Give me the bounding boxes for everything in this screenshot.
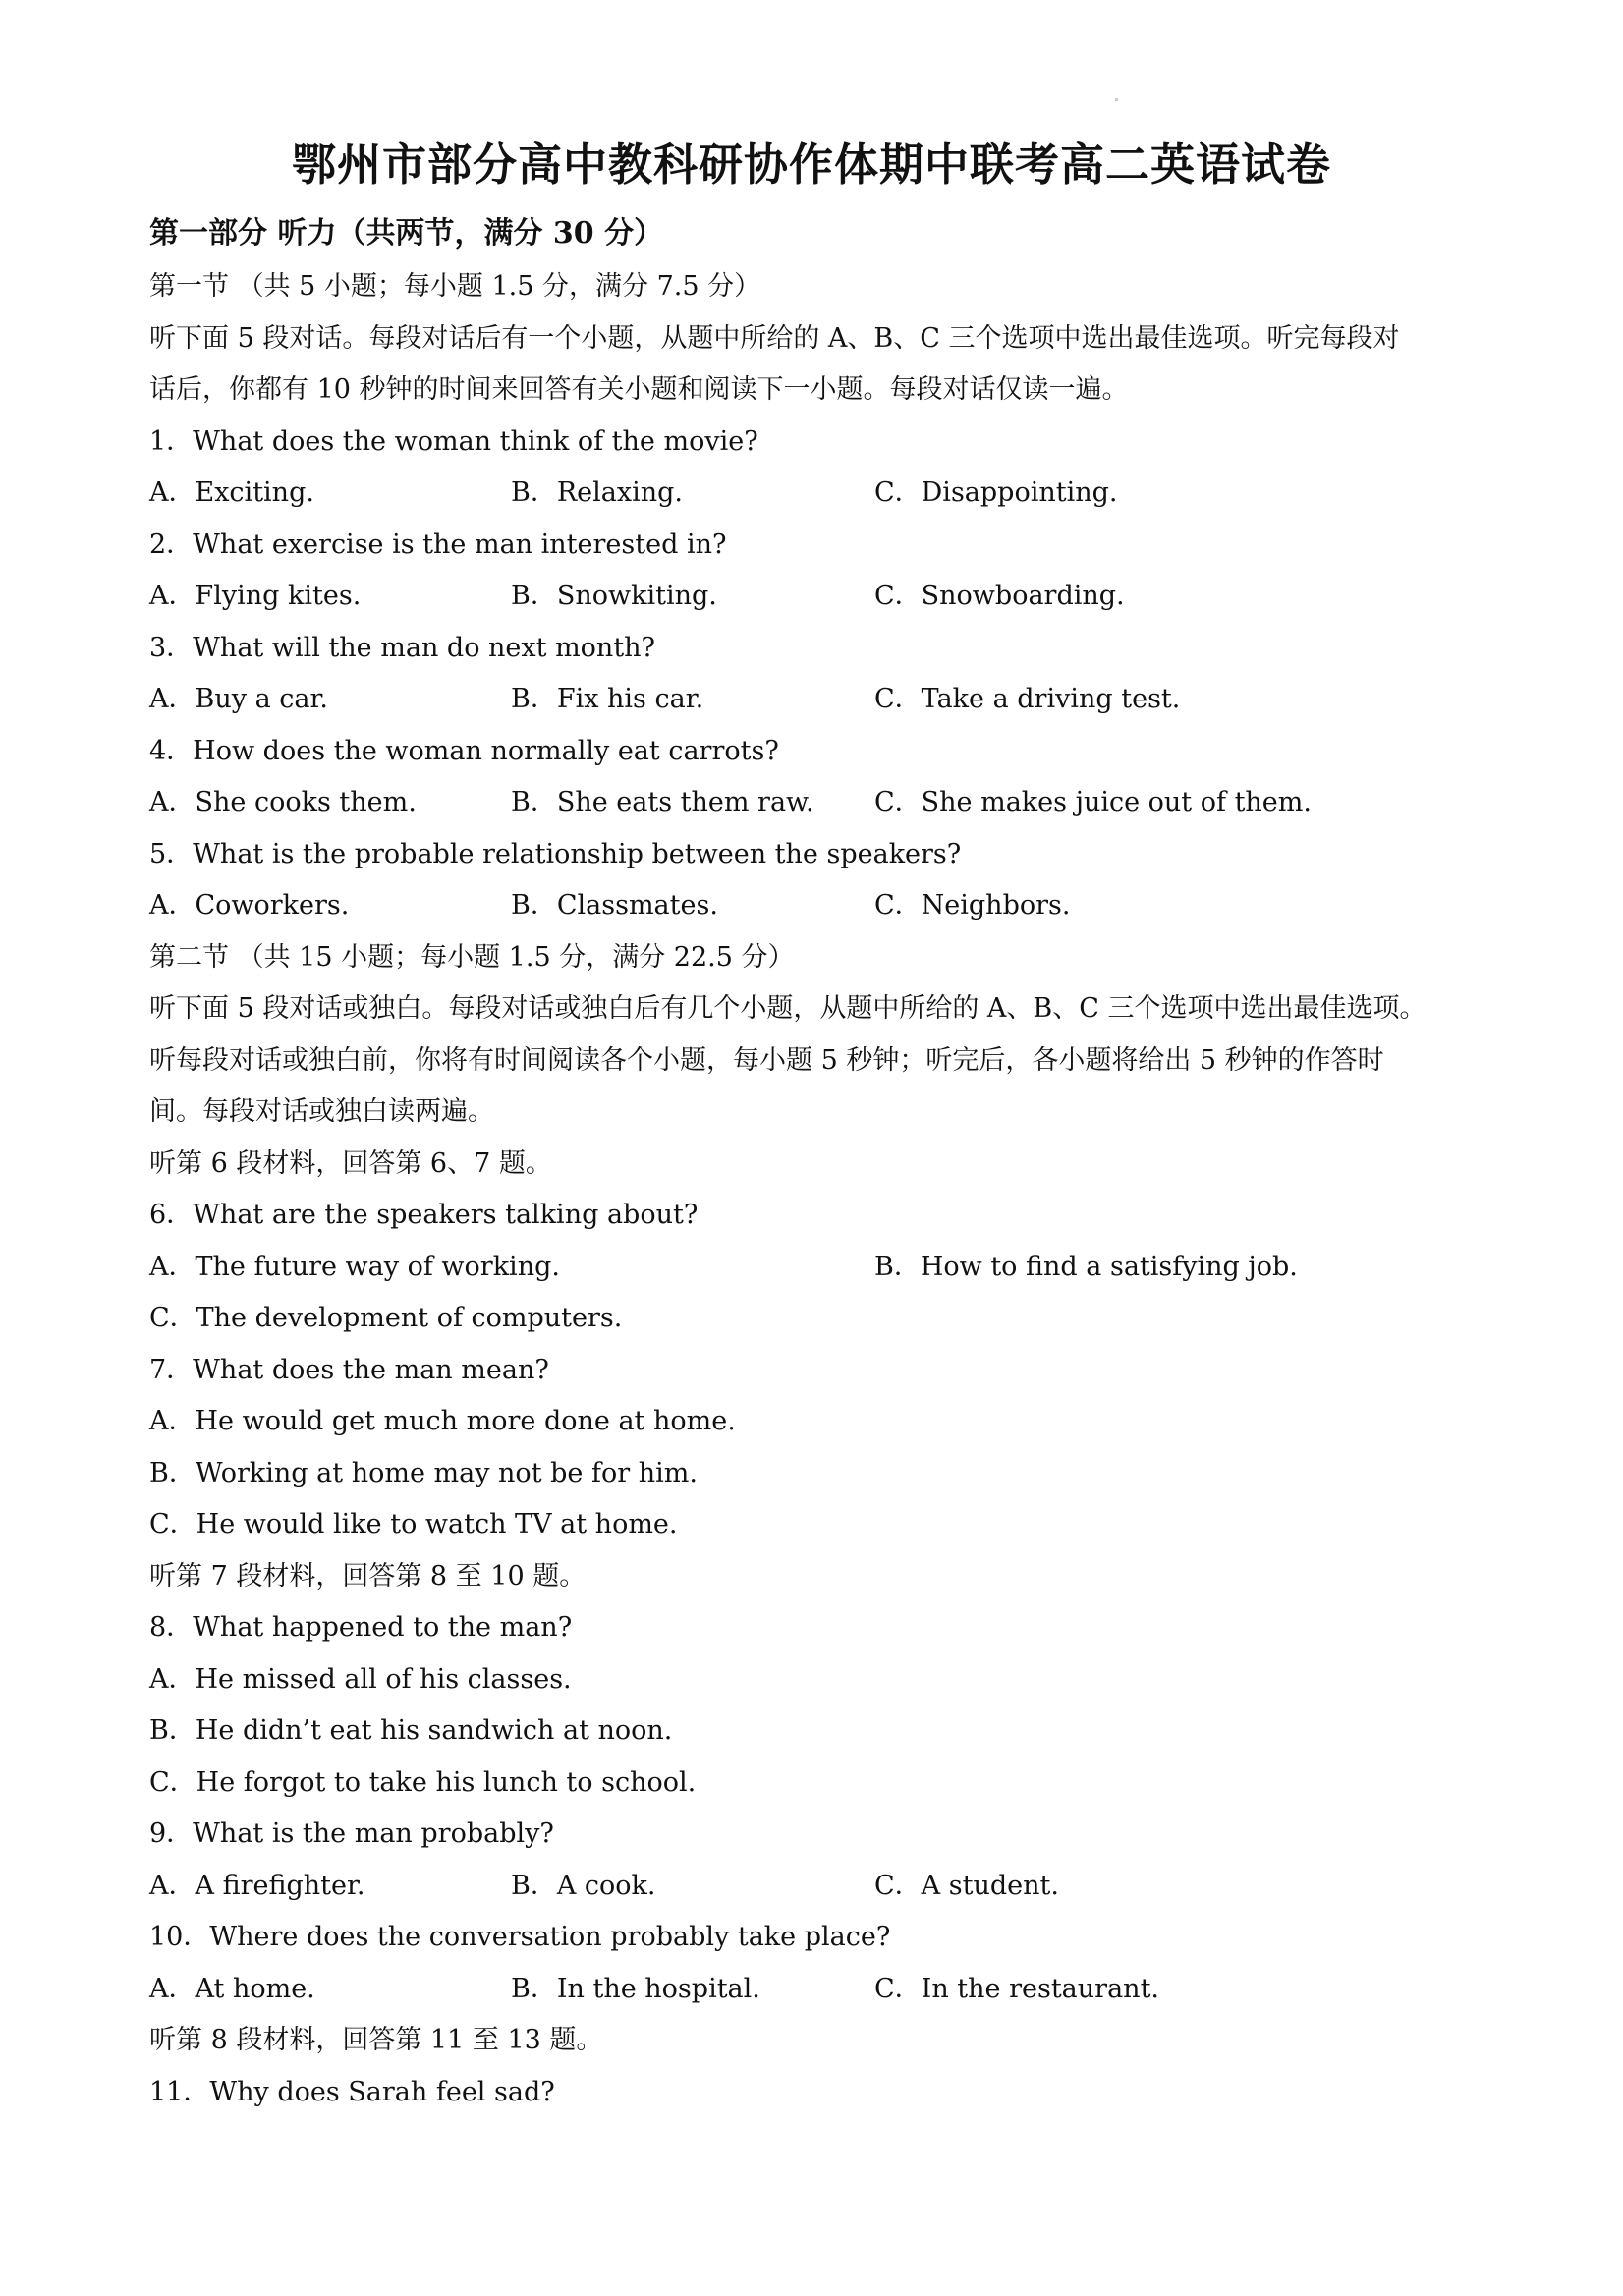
section2-instruction-line: 间。每段对话或独白读两遍。 xyxy=(149,1096,494,1127)
question-4-option-c: C．She makes juice out of them. xyxy=(874,787,1312,817)
question-2-option-c: C．Snowboarding. xyxy=(874,581,1125,611)
question-5-option-b: B．Classmates. xyxy=(511,890,718,921)
question-10-option-b: B．In the hospital. xyxy=(511,1974,760,2004)
question-2-option-a: A．Flying kites. xyxy=(149,581,362,611)
question-10-option-a: A．At home. xyxy=(149,1974,315,2004)
question-3-option-c: C．Take a driving test. xyxy=(874,684,1181,714)
question-2-option-b: B．Snowkiting. xyxy=(511,581,717,611)
question-10-option-c: C．In the restaurant. xyxy=(874,1974,1159,2004)
section2-instruction-line: 听下面 5 段对话或独白。每段对话或独白后有几个小题，从题中所给的 A、B、C 三个选项中选出最佳选项。 xyxy=(149,993,1427,1024)
question-8-option-b: B．He didn’t eat his sandwich at noon. xyxy=(149,1715,673,1746)
question-3-option-a: A．Buy a car. xyxy=(149,684,328,714)
question-9-option-c: C．A student. xyxy=(874,1871,1059,1901)
question-6-option-a: A．The future way of working. xyxy=(149,1252,560,1282)
question-7-option-c: C．He would like to watch TV at home. xyxy=(149,1509,678,1540)
question-1-option-c: C．Disappointing. xyxy=(874,477,1118,508)
question-6-option-b: B．How to find a satisfying job. xyxy=(874,1252,1298,1282)
section1-heading: 第一节 （共 5 小题；每小题 1.5 分，满分 7.5 分） xyxy=(149,271,761,302)
question-3-stem: 3．What will the man do next month? xyxy=(149,633,656,663)
question-9-option-b: B．A cook. xyxy=(511,1871,656,1901)
page-title: 鄂州市部分高中教科研协作体期中联考高二英语试卷 xyxy=(291,139,1331,191)
question-7-stem: 7．What does the man mean? xyxy=(149,1355,549,1385)
question-6-stem: 6．What are the speakers talking about? xyxy=(149,1200,699,1230)
question-1-option-b: B．Relaxing. xyxy=(511,477,683,508)
question-10-stem: 10．Where does the conversation probably take place? xyxy=(149,1922,891,1952)
question-7-option-a: A．He would get much more done at home. xyxy=(149,1406,736,1436)
question-3-option-b: B．Fix his car. xyxy=(511,684,704,714)
question-7-option-b: B．Working at home may not be for him. xyxy=(149,1458,698,1488)
section2-instruction-line: 听每段对话或独白前，你将有时间阅读各个小题，每小题 5 秒钟；听完后，各小题将给出 5 秒钟的作答时 xyxy=(149,1045,1384,1076)
question-9-stem: 9．What is the man probably? xyxy=(149,1819,554,1849)
question-1-stem: 1．What does the woman think of the movie? xyxy=(149,426,758,457)
question-4-option-a: A．She cooks them. xyxy=(149,787,417,817)
question-8-stem: 8．What happened to the man? xyxy=(149,1612,573,1643)
section2-heading: 第二节 （共 15 小题；每小题 1.5 分，满分 22.5 分） xyxy=(149,942,795,973)
question-8-option-c: C．He forgot to take his lunch to school. xyxy=(149,1767,697,1798)
question-1-option-a: A．Exciting. xyxy=(149,477,314,508)
material-8-note: 听第 8 段材料，回答第 11 至 13 题。 xyxy=(149,2025,603,2055)
question-9-option-a: A．A firefighter. xyxy=(149,1871,365,1901)
material-7-note: 听第 7 段材料，回答第 8 至 10 题。 xyxy=(149,1561,587,1592)
question-11-stem: 11．Why does Sarah feel sad? xyxy=(149,2077,555,2107)
question-4-option-b: B．She eats them raw. xyxy=(511,787,814,817)
question-4-stem: 4．How does the woman normally eat carrots? xyxy=(149,736,779,766)
question-5-stem: 5．What is the probable relationship between the speakers? xyxy=(149,839,962,869)
question-2-stem: 2．What exercise is the man interested in? xyxy=(149,530,727,560)
material-6-note: 听第 6 段材料，回答第 6、7 题。 xyxy=(149,1148,552,1179)
question-6-option-c: C．The development of computers. xyxy=(149,1303,623,1333)
part1-heading: 第一部分 听力（共两节，满分 30 分） xyxy=(149,216,664,251)
scan-speck xyxy=(1115,98,1118,101)
question-8-option-a: A．He missed all of his classes. xyxy=(149,1664,572,1695)
section1-instruction-line: 话后，你都有 10 秒钟的时间来回答有关小题和阅读下一小题。每段对话仅读一遍。 xyxy=(149,374,1129,405)
section1-instruction-line: 听下面 5 段对话。每段对话后有一个小题，从题中所给的 A、B、C 三个选项中选出最佳选项。听完每段对 xyxy=(149,323,1400,354)
question-5-option-c: C．Neighbors. xyxy=(874,890,1071,921)
question-5-option-a: A．Coworkers. xyxy=(149,890,350,921)
